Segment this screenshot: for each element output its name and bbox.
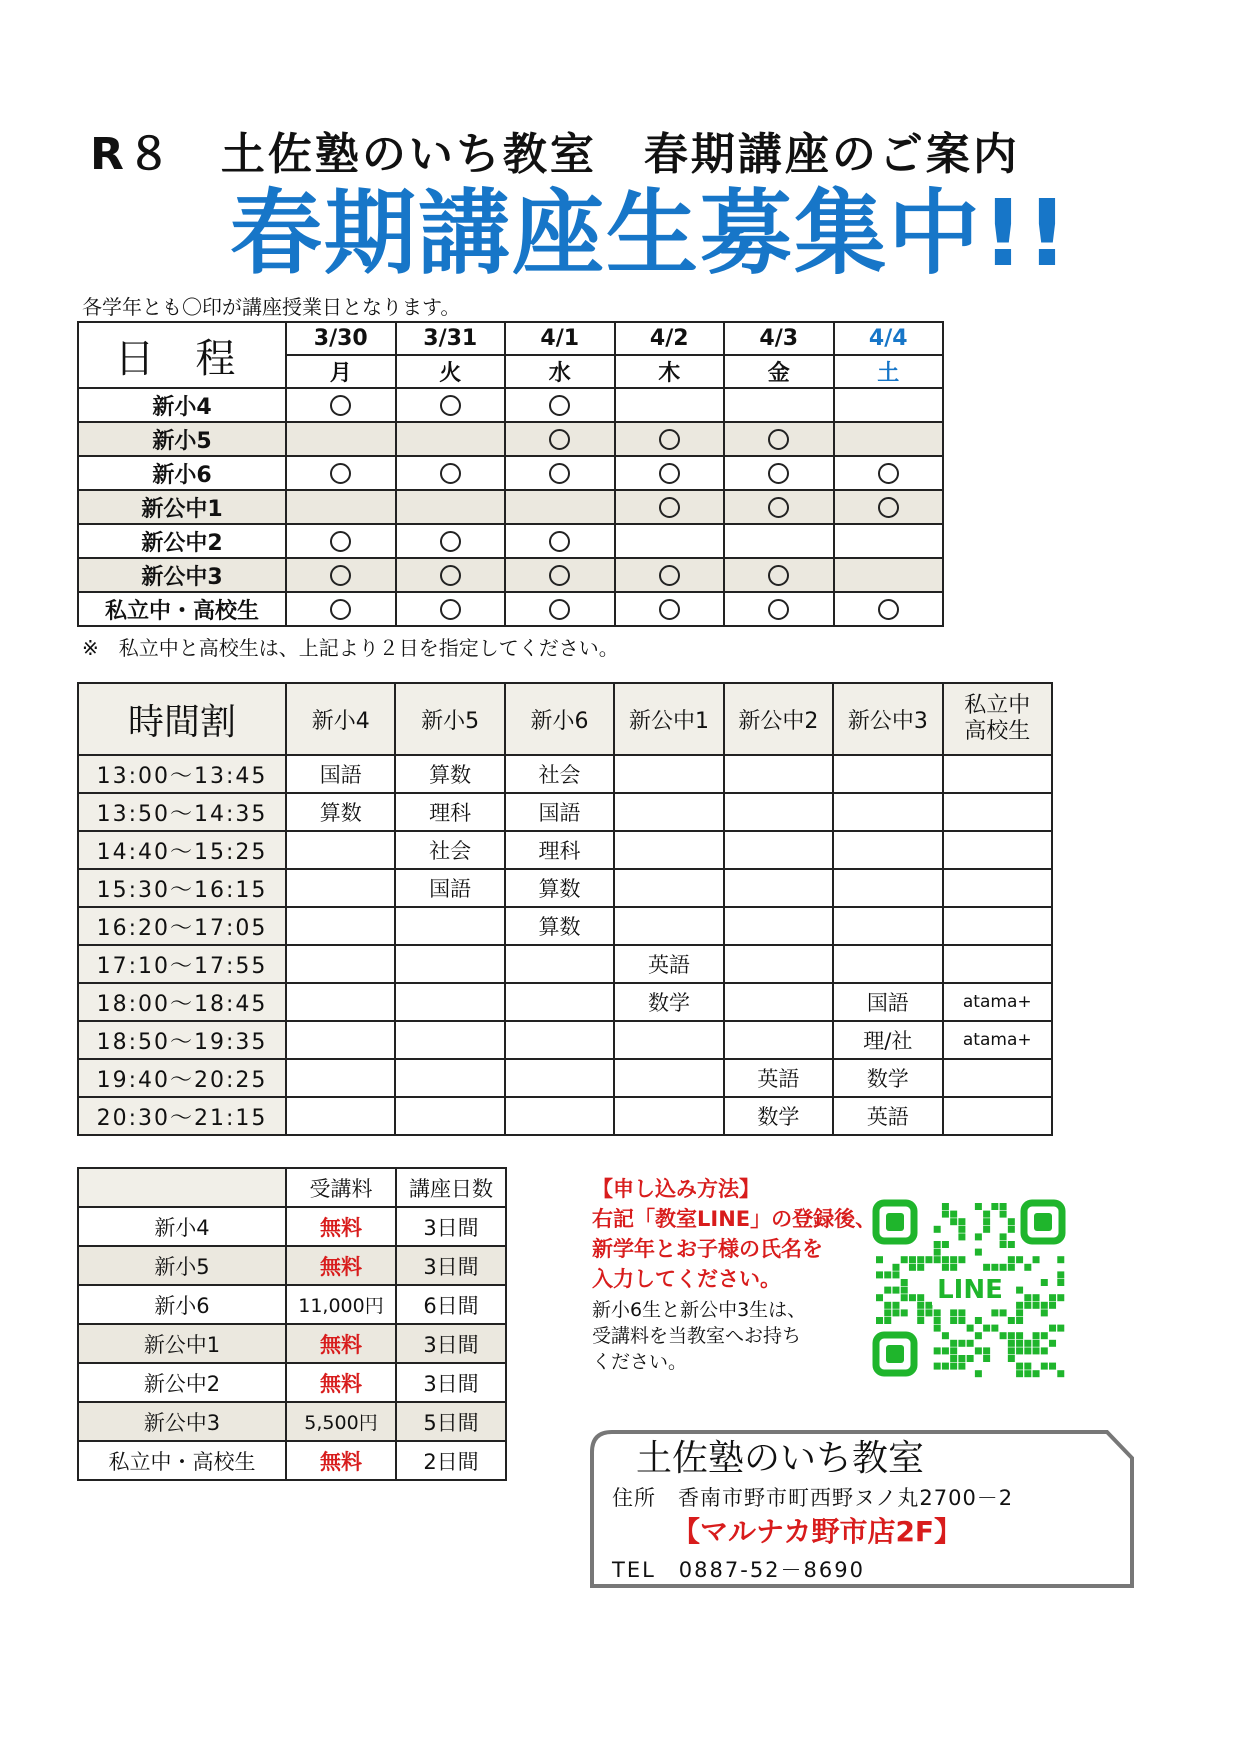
timetable-header-row [78,683,1052,755]
apply-note [592,1297,806,1375]
schedule-date: 4/1 [505,322,615,355]
class-day-circle-icon [330,463,351,484]
schedule-cell [286,524,396,558]
fee-header-row [78,1168,506,1207]
timetable-cell [614,755,723,793]
class-day-circle-icon [440,565,461,586]
class-day-circle-icon [330,395,351,416]
schedule-row [78,490,943,524]
timetable-cell [395,983,504,1021]
fee-column-header [78,1168,286,1207]
timetable-column-header: 新小5 [395,683,504,755]
timetable-cell [286,907,395,945]
schedule-date: 4/3 [724,322,834,355]
timetable-row [78,831,1052,869]
page-title: R８ 土佐塾のいち教室 春期講座のご案内 [90,129,1020,180]
schedule-cell [396,388,506,422]
timetable-cell [614,869,723,907]
fee-grade: 新公中1 [78,1324,286,1363]
schedule-cell [286,490,396,524]
schedule-cell [396,524,506,558]
timetable-cell [286,1059,395,1097]
schedule-date: 3/31 [396,322,506,355]
class-day-circle-icon [768,497,789,518]
timetable-cell: 算数 [505,907,614,945]
class-day-circle-icon [878,599,899,620]
schedule-cell [724,422,834,456]
timetable-cell [943,831,1052,869]
schedule-cell [505,490,615,524]
timetable-time: 15:30～16:15 [78,869,286,907]
timetable-cell [724,983,833,1021]
fee-row [78,1441,506,1480]
timetable-cell: 数学 [833,1059,942,1097]
fee-days: 3日間 [396,1324,506,1363]
schedule-cell [396,592,506,626]
schedule-cell [834,456,944,490]
apply-heading: 【申し込み方法】 [592,1177,760,1201]
schedule-day: 水 [505,355,615,388]
timetable-cell: 国語 [833,983,942,1021]
timetable-row [78,1021,1052,1059]
class-day-circle-icon [330,565,351,586]
timetable-row [78,983,1052,1021]
class-day-circle-icon [549,429,570,450]
apply-line: 右記「教室LINE」の登録後、 [592,1207,877,1231]
timetable-cell: 数学 [724,1097,833,1135]
schedule-cell [834,388,944,422]
timetable-cell [943,1059,1052,1097]
schedule-row [78,456,943,490]
schedule-cell [724,490,834,524]
class-day-circle-icon [768,429,789,450]
schedule-cell [834,422,944,456]
schedule-cell [724,388,834,422]
schedule-cell [615,592,725,626]
timetable-cell: 数学 [614,983,723,1021]
fee-days: 3日間 [396,1207,506,1246]
schedule-cell [615,524,725,558]
fee-grade: 新小6 [78,1285,286,1324]
timetable-time: 20:30～21:15 [78,1097,286,1135]
fee-amount: 5,500円 [286,1402,396,1441]
schedule-cell [505,388,615,422]
fee-row [78,1324,506,1363]
timetable-cell [833,907,942,945]
apply-line: 入力してください。 [592,1267,781,1291]
timetable-cell: 算数 [395,755,504,793]
timetable-cell [833,945,942,983]
timetable-cell [943,869,1052,907]
class-day-circle-icon [659,497,680,518]
apply-instructions [592,1174,876,1294]
fee-row [78,1285,506,1324]
fee-days: 3日間 [396,1363,506,1402]
class-day-circle-icon [549,565,570,586]
schedule-date: 3/30 [286,322,396,355]
fee-grade: 新公中3 [78,1402,286,1441]
schedule-grade: 新公中1 [78,490,286,524]
schedule-cell [834,490,944,524]
schedule-row [78,422,943,456]
timetable-time: 18:00～18:45 [78,983,286,1021]
fee-amount: 無料 [286,1363,396,1402]
timetable-column-header: 新公中1 [614,683,723,755]
fee-days: 2日間 [396,1441,506,1480]
schedule-grade: 新小5 [78,422,286,456]
timetable-column-header: 新小6 [505,683,614,755]
fee-amount: 無料 [286,1246,396,1285]
schedule-footnote: ※ 私立中と高校生は、上記より２日を指定してください。 [82,636,619,660]
fee-table [77,1167,507,1481]
timetable-cell [505,1059,614,1097]
timetable-cell: 算数 [286,793,395,831]
timetable-cell [395,1021,504,1059]
timetable-table [77,682,1053,1136]
timetable-time: 16:20～17:05 [78,907,286,945]
class-day-circle-icon [768,463,789,484]
timetable-time: 13:00～13:45 [78,755,286,793]
fee-amount: 無料 [286,1207,396,1246]
schedule-grade: 新小6 [78,456,286,490]
timetable-cell: 理科 [395,793,504,831]
school-address: 住所 香南市野市町西野ヌノ丸2700－2 [612,1486,1014,1510]
fee-row [78,1246,506,1285]
timetable-cell [395,1059,504,1097]
apply-line: 新学年とお子様の氏名を [592,1237,823,1261]
schedule-cell [724,558,834,592]
timetable-cell [286,831,395,869]
timetable-cell [286,1021,395,1059]
schedule-cell [396,422,506,456]
timetable-cell: atama+ [943,983,1052,1021]
timetable-time: 14:40～15:25 [78,831,286,869]
schedule-header-label: 日 程 [78,322,286,388]
fee-grade: 新小4 [78,1207,286,1246]
schedule-table [77,321,944,627]
fee-amount: 11,000円 [286,1285,396,1324]
school-name: 土佐塾のいち教室 [636,1438,925,1479]
schedule-cell [615,558,725,592]
timetable-time: 17:10～17:55 [78,945,286,983]
timetable-cell [724,755,833,793]
schedule-day: 木 [615,355,725,388]
class-day-circle-icon [878,463,899,484]
schedule-day: 金 [724,355,834,388]
schedule-cell [505,456,615,490]
timetable-cell [286,945,395,983]
schedule-grade: 新公中2 [78,524,286,558]
timetable-cell: 国語 [505,793,614,831]
timetable-row [78,1059,1052,1097]
schedule-cell [396,490,506,524]
qr-line-label: LINE [937,1275,1003,1305]
schedule-cell [834,524,944,558]
timetable-cell [724,831,833,869]
timetable-cell [614,831,723,869]
fee-row [78,1363,506,1402]
store-location: 【マルナカ野市店2F】 [672,1515,963,1548]
timetable-cell [943,793,1052,831]
schedule-cell [286,388,396,422]
timetable-cell: 理科 [505,831,614,869]
schedule-cell [505,524,615,558]
fee-column-header: 受講料 [286,1168,396,1207]
schedule-date: 4/2 [615,322,725,355]
schedule-cell [286,456,396,490]
fee-row [78,1402,506,1441]
timetable-column-header: 新公中3 [833,683,942,755]
class-day-circle-icon [330,531,351,552]
timetable-cell [395,1097,504,1135]
class-day-circle-icon [878,497,899,518]
apply-note-line: ください。 [592,1351,688,1373]
timetable-cell [286,1097,395,1135]
timetable-time: 19:40～20:25 [78,1059,286,1097]
apply-note-line: 受講料を当教室へお持ち [592,1325,802,1347]
fee-amount: 無料 [286,1324,396,1363]
timetable-cell [724,1021,833,1059]
schedule-row [78,558,943,592]
timetable-time: 18:50～19:35 [78,1021,286,1059]
timetable-cell [833,869,942,907]
schedule-cell [286,422,396,456]
class-day-circle-icon [549,599,570,620]
timetable-cell [614,1021,723,1059]
schedule-grade: 新公中3 [78,558,286,592]
schedule-grade: 私立中・高校生 [78,592,286,626]
schedule-day: 火 [396,355,506,388]
fee-grade: 新公中2 [78,1363,286,1402]
schedule-row [78,388,943,422]
timetable-column-header: 新小4 [286,683,395,755]
fee-amount: 無料 [286,1441,396,1480]
timetable-cell: 理/社 [833,1021,942,1059]
timetable-cell [614,1059,723,1097]
timetable-cell [286,983,395,1021]
timetable-cell [833,755,942,793]
schedule-cell [615,456,725,490]
fee-grade: 新小5 [78,1246,286,1285]
schedule-cell [505,422,615,456]
timetable-cell [943,907,1052,945]
schedule-date-row [78,322,943,355]
schedule-cell [615,422,725,456]
timetable-cell [724,945,833,983]
schedule-cell [396,456,506,490]
timetable-cell [833,793,942,831]
class-day-circle-icon [659,599,680,620]
timetable-cell [724,907,833,945]
fee-days: 6日間 [396,1285,506,1324]
line-qr-code[interactable] [870,1197,1068,1379]
class-day-circle-icon [768,599,789,620]
timetable-cell: 英語 [614,945,723,983]
class-day-circle-icon [659,429,680,450]
schedule-cell [396,558,506,592]
timetable-column-header: 私立中 高校生 [943,683,1052,755]
fee-days: 3日間 [396,1246,506,1285]
timetable-cell [614,793,723,831]
timetable-row [78,907,1052,945]
timetable-row [78,1097,1052,1135]
timetable-cell [614,1097,723,1135]
timetable-time: 13:50～14:35 [78,793,286,831]
timetable-cell [614,907,723,945]
fee-grade: 私立中・高校生 [78,1441,286,1480]
schedule-cell [724,524,834,558]
timetable-cell [943,755,1052,793]
class-day-circle-icon [549,395,570,416]
class-day-circle-icon [440,531,461,552]
class-day-circle-icon [659,565,680,586]
fee-row [78,1207,506,1246]
schedule-note: 各学年とも〇印が講座授業日となります。 [82,295,461,319]
schedule-cell [505,592,615,626]
timetable-cell: atama+ [943,1021,1052,1059]
school-tel[interactable]: TEL 0887-52－8690 [612,1558,865,1582]
schedule-cell [834,592,944,626]
class-day-circle-icon [768,565,789,586]
timetable-cell: 国語 [395,869,504,907]
class-day-circle-icon [549,463,570,484]
fee-days: 5日間 [396,1402,506,1441]
schedule-cell [615,388,725,422]
class-day-circle-icon [440,395,461,416]
timetable-cell: 国語 [286,755,395,793]
schedule-cell [615,490,725,524]
class-day-circle-icon [659,463,680,484]
timetable-cell [286,869,395,907]
timetable-cell: 社会 [395,831,504,869]
timetable-cell [943,945,1052,983]
timetable-cell [505,945,614,983]
timetable-cell [724,793,833,831]
timetable-cell: 算数 [505,869,614,907]
timetable-cell [505,1021,614,1059]
schedule-day: 月 [286,355,396,388]
timetable-row [78,869,1052,907]
schedule-row [78,524,943,558]
timetable-cell [395,945,504,983]
timetable-cell [833,831,942,869]
schedule-cell [724,456,834,490]
class-day-circle-icon [440,599,461,620]
schedule-cell [834,558,944,592]
schedule-day: 土 [834,355,944,388]
schedule-cell [286,558,396,592]
timetable-cell [395,907,504,945]
timetable-cell: 英語 [724,1059,833,1097]
schedule-row [78,592,943,626]
timetable-cell: 英語 [833,1097,942,1135]
timetable-row [78,755,1052,793]
class-day-circle-icon [440,463,461,484]
schedule-date: 4/4 [834,322,944,355]
timetable-header-label: 時間割 [78,683,286,755]
timetable-row [78,793,1052,831]
timetable-row [78,945,1052,983]
class-day-circle-icon [549,531,570,552]
fee-column-header: 講座日数 [396,1168,506,1207]
schedule-cell [505,558,615,592]
schedule-cell [724,592,834,626]
schedule-grade: 新小4 [78,388,286,422]
timetable-cell: 社会 [505,755,614,793]
timetable-cell [724,869,833,907]
timetable-column-header: 新公中2 [724,683,833,755]
apply-note-line: 新小6生と新公中3生は、 [592,1299,807,1321]
recruit-banner: 春期講座生募集中!! [230,180,1070,287]
timetable-cell [943,1097,1052,1135]
schedule-cell [286,592,396,626]
timetable-cell [505,983,614,1021]
class-day-circle-icon [330,599,351,620]
timetable-cell [505,1097,614,1135]
